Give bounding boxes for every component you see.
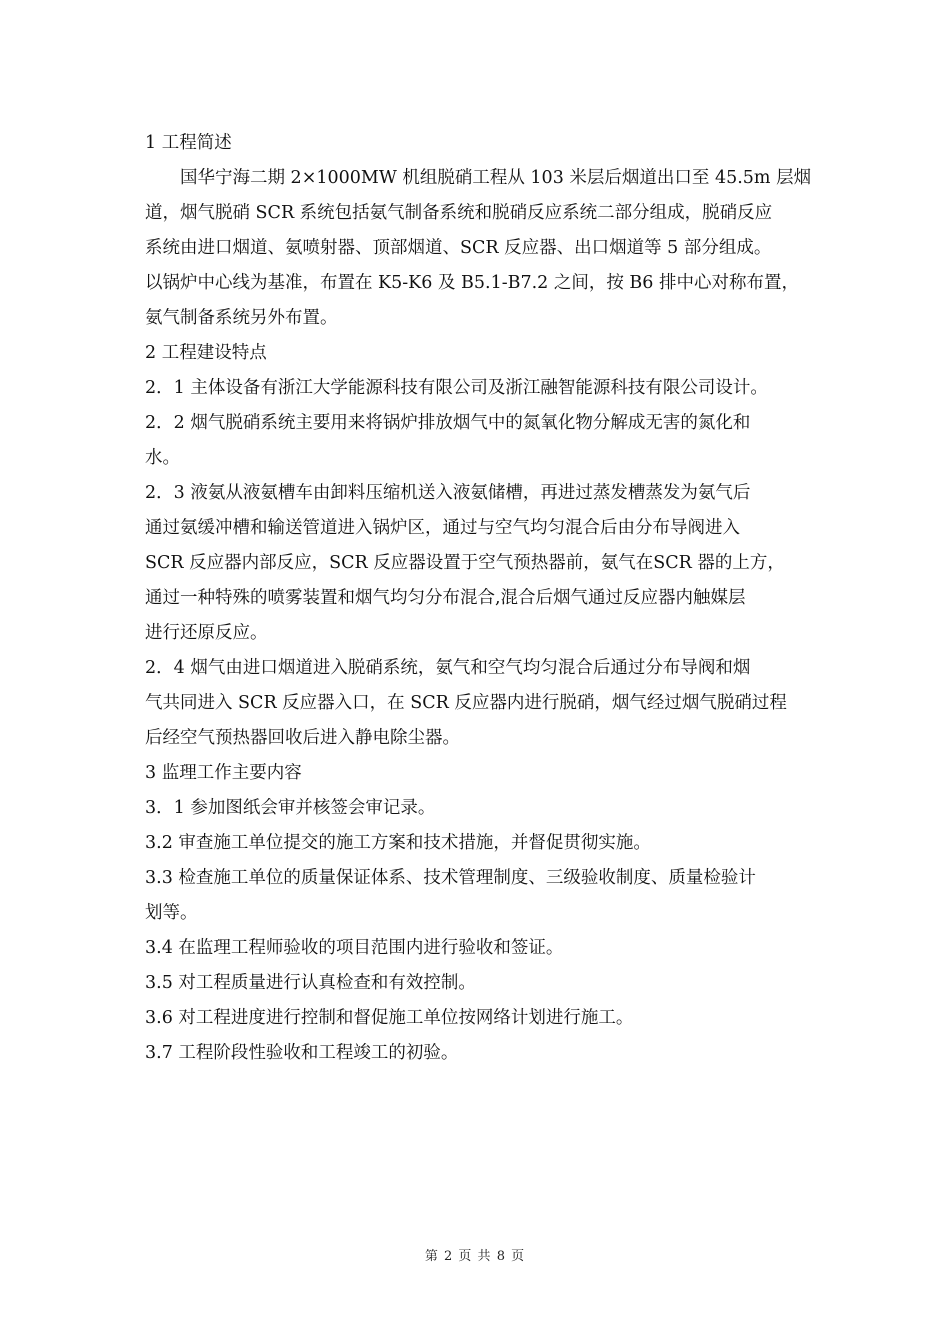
paragraph-line: 2．2 烟气脱硝系统主要用来将锅炉排放烟气中的氮氧化物分解成无害的氮化和 bbox=[145, 413, 751, 433]
paragraph-line: 气共同进入 SCR 反应器入口，在 SCR 反应器内进行脱硝，烟气经过烟气脱硝过程 bbox=[145, 693, 787, 713]
paragraph-line: 3.3 检查施工单位的质量保证体系、技术管理制度、三级验收制度、质量检验计 bbox=[145, 868, 756, 888]
paragraph-line: 3.7 工程阶段性验收和工程竣工的初验。 bbox=[145, 1043, 459, 1063]
paragraph-line: 2．3 液氨从液氨槽车由卸料压缩机送入液氨储槽，再进过蒸发槽蒸发为氨气后 bbox=[145, 483, 751, 503]
section-heading-2: 2 工程建设特点 bbox=[145, 343, 267, 363]
paragraph-line: 通过一种特殊的喷雾装置和烟气均匀分布混合,混合后烟气通过反应器内触媒层 bbox=[145, 588, 746, 608]
paragraph-line: 划等。 bbox=[145, 903, 198, 923]
paragraph-line: 进行还原反应。 bbox=[145, 623, 268, 643]
section-heading-1: 1 工程简述 bbox=[145, 133, 232, 153]
section-heading-3: 3 监理工作主要内容 bbox=[145, 763, 302, 783]
paragraph-line: 2．4 烟气由进口烟道进入脱硝系统，氨气和空气均匀混合后通过分布导阀和烟 bbox=[145, 658, 751, 678]
paragraph-line: 系统由进口烟道、氨喷射器、顶部烟道、SCR 反应器、出口烟道等 5 部分组成。 bbox=[145, 238, 772, 258]
paragraph-line: 氨气制备系统另外布置。 bbox=[145, 308, 338, 328]
paragraph-line: 道，烟气脱硝 SCR 系统包括氨气制备系统和脱硝反应系统二部分组成，脱硝反应 bbox=[145, 203, 773, 223]
document-body bbox=[145, 126, 815, 1071]
paragraph-line: 3．1 参加图纸会审并核签会审记录。 bbox=[145, 798, 436, 818]
paragraph-line: 以锅炉中心线为基准，布置在 K5-K6 及 B5.1-B7.2 之间，按 B6 排中心对称布置， bbox=[145, 273, 799, 293]
paragraph-line: SCR 反应器内部反应，SCR 反应器设置于空气预热器前，氨气在SCR 器的上方， bbox=[145, 553, 785, 573]
paragraph-line: 3.5 对工程质量进行认真检查和有效控制。 bbox=[145, 973, 476, 993]
paragraph-line: 水。 bbox=[145, 448, 180, 468]
paragraph-line: 2．1 主体设备有浙江大学能源科技有限公司及浙江融智能源科技有限公司设计。 bbox=[145, 378, 768, 398]
paragraph-line: 3.4 在监理工程师验收的项目范围内进行验收和签证。 bbox=[145, 938, 564, 958]
paragraph-line: 国华宁海二期 2×1000MW 机组脱硝工程从 103 米层后烟道出口至 45.5m 层烟 bbox=[180, 168, 812, 188]
paragraph-line: 3.2 审查施工单位提交的施工方案和技术措施，并督促贯彻实施。 bbox=[145, 833, 651, 853]
paragraph-line: 3.6 对工程进度进行控制和督促施工单位按网络计划进行施工。 bbox=[145, 1008, 634, 1028]
paragraph-line: 后经空气预热器回收后进入静电除尘器。 bbox=[145, 728, 460, 748]
page-number-footer: 第 2 页 共 8 页 bbox=[424, 1249, 526, 1264]
paragraph-line: 通过氨缓冲槽和输送管道进入锅炉区，通过与空气均匀混合后由分布导阀进入 bbox=[145, 518, 740, 538]
